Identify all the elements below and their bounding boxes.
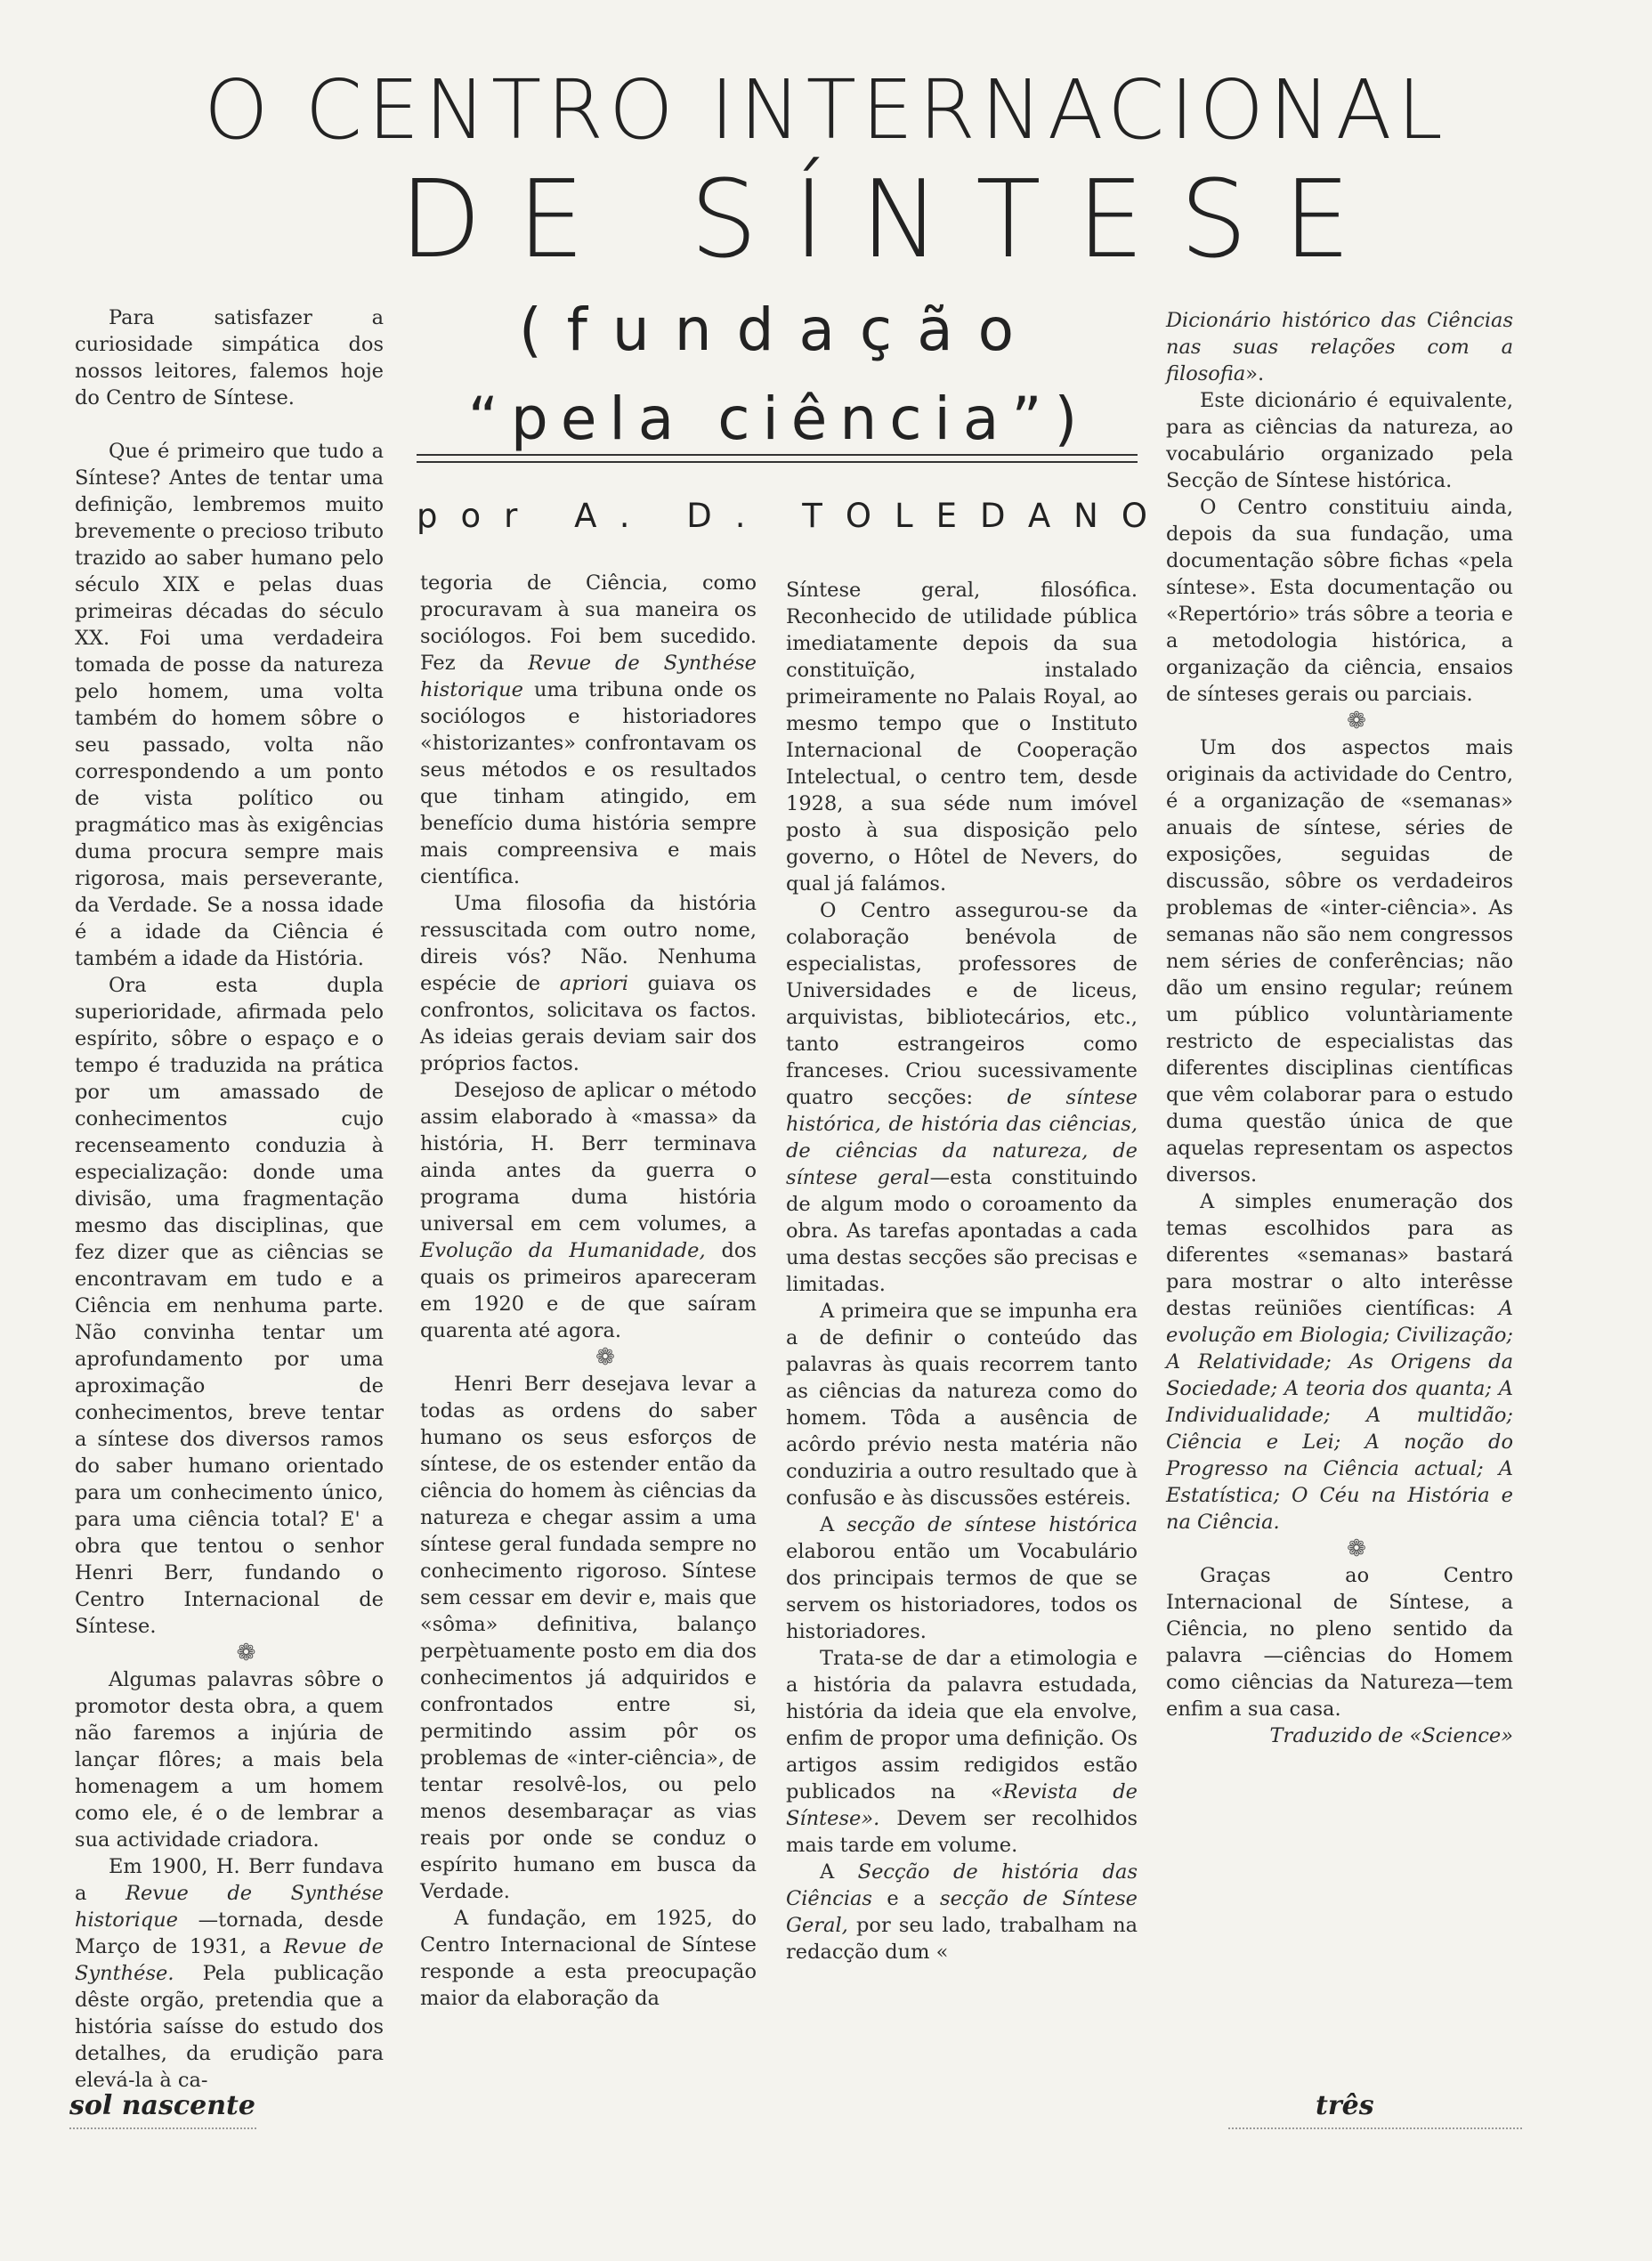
subtitle-line-2: “pela ciência”) <box>467 385 1090 453</box>
paragraph: tegoria de Ciência, como procuravam à sua maneira os sociólogos. Foi bem sucedido. Fez da Revue de Synthése historique uma tribuna onde os sociólogos e historiadores «historizantes» confrontavam os seus métodos e os resultados que tinham atingido, em benefício duma história sempre mais compreensiva e mais científica. <box>420 571 757 888</box>
subtitle-line-1: (fundação <box>518 296 1040 364</box>
ornament-icon: ❁ <box>1347 1536 1366 1562</box>
paragraph: A simples enumeração dos temas escolhidos para as diferentes «semanas» bastará para mostrar o alto interêsse destas reüniões científicas: A evolução em Biologia; Civilização; A Relatividade; As Origens da Sociedade; A teoria dos quanta; A Individualidade; A multidão; Ciência e Lei; A noção do Progresso na Ciência actual; A Estatística; O Céu na História e na Ciência. <box>1166 1190 1513 1534</box>
ornament-icon: ❁ <box>595 1344 615 1371</box>
footer-divider-right <box>1228 2127 1522 2129</box>
byline: por A. D. TOLEDANO <box>417 497 1170 535</box>
paragraph: O Centro constituiu ainda, depois da sua fundação, uma documentação sôbre fichas «pela síntese». Esta documentação ou «Repertório» trás sôbre a teoria e a metodologia histórica, a organização da ciência, ensaios de sínteses gerais ou parciais. <box>1166 496 1513 706</box>
paragraph: Henri Berr desejava levar a todas as ordens do saber humano os seus esforços de síntese, de os estender então da ciência do homem às ciências da natureza e chegar assim a uma síntese geral fundada sempre no conhecimento rigoroso. Síntese sem cessar em devir e, mais que «sôma» definitiva, balanço perpètuamente posto em dia dos conhecimentos já adquiridos e confrontados entre si, permitindo assim pôr os problemas de «inter-ciência», de tentar resolvê-los, ou pelo menos desembaraçar as vias reais por onde se conduz o espírito humano em busca da Verdade. <box>420 1373 757 1903</box>
paragraph: Para satisfazer a curiosidade simpática dos nossos leitores, falemos hoje do Centro de Síntese. <box>75 306 384 409</box>
ornament-icon: ❁ <box>1347 708 1366 734</box>
column-1 <box>75 304 384 2094</box>
ornament-icon: ❁ <box>236 1640 256 1666</box>
paragraph: A fundação, em 1925, do Centro Internacional de Síntese responde a esta preocupação maior da elaboração da <box>420 1907 757 2010</box>
column-2 <box>420 570 757 2012</box>
paragraph: Dicionário histórico das Ciências nas suas relações com a filosofia». <box>1166 309 1513 385</box>
paragraph: A Secção de história das Ciências e a secção de Síntese Geral, por seu lado, trabalham na redacção dum « <box>786 1860 1138 1964</box>
title-line-2: DE SÍNTESE <box>399 158 1387 282</box>
paragraph: Desejoso de aplicar o método assim elaborado à «massa» da história, H. Berr terminava ainda antes da guerra o programa duma história universal em cem volumes, a Evolução da Humanidade, dos quais os primeiros apareceram em 1920 e de que saíram quarenta até agora. <box>420 1079 757 1342</box>
paragraph: Graças ao Centro Internacional de Síntese, a Ciência, no pleno sentido da palavra —ciências do Homem como ciências da Natureza—tem enfim a sua casa. <box>1166 1564 1513 1721</box>
column-3 <box>786 577 1138 1965</box>
paragraph: Que é primeiro que tudo a Síntese? Antes de tentar uma definição, lembremos muito brevemente o precioso tributo trazido ao saber humano pelo século XIX e pelas duas primeiras décadas do século XX. Foi uma verdadeira tomada de posse da natureza pelo homem, uma volta também do homem sôbre o seu passado, volta não correspondendo a um ponto de vista político ou pragmático mas às exigências duma procura sempre mais rigorosa, mais perseverante, da Verdade. Se a nossa idade é a idade da Ciência é também a idade da História. <box>75 440 384 970</box>
rule-top <box>417 454 1138 456</box>
translation-credit: Traduzido de «Science» <box>1269 1724 1513 1747</box>
title-line-1: O CENTRO INTERNACIONAL <box>204 62 1448 158</box>
paragraph: Algumas palavras sôbre o promotor desta obra, a quem não faremos a injúria de lançar flôres; a mais bela homenagem a um homem como ele, é o de lembrar a sua actividade criadora. <box>75 1668 384 1852</box>
paragraph: A secção de síntese histórica elaborou então um Vocabulário dos principais termos de que se servem os historiadores, todos os historiadores. <box>786 1513 1138 1643</box>
paragraph: Ora esta dupla superioridade, afirmada pelo espírito, sôbre o espaço e o tempo é traduzida na prática por um amassado de conhecimentos cujo recenseamento conduzia à especialização: donde uma divisão, uma fragmentação mesmo das disciplinas, que fez dizer que as ciências se encontravam em tudo e a Ciência em nenhuma parte. Não convinha tentar um aprofundamento por uma aproximação de conhecimentos, breve tentar a síntese dos diversos ramos do saber humano orientado para um conhecimento único, para uma ciência total? E' a obra que tentou o senhor Henri Berr, fundando o Centro Internacional de Síntese. <box>75 974 384 1638</box>
paragraph: Este dicionário é equivalente, para as ciências da natureza, ao vocabulário organizado pela Secção de Síntese histórica. <box>1166 389 1513 492</box>
column-4 <box>1166 307 1513 1749</box>
footer-divider-left <box>69 2127 256 2129</box>
paragraph: Síntese geral, filosófica. Reconhecido de utilidade pública imediatamente depois da sua constituïção, instalado primeiramente no Palais Royal, ao mesmo tempo que o Instituto Internacional de Cooperação Intelectual, o centro tem, desde 1928, a sua séde num imóvel posto à sua disposição pelo governo, o Hôtel de Nevers, do qual já falámos. <box>786 579 1138 895</box>
paragraph: A primeira que se impunha era a de definir o conteúdo das palavras às quais recorrem tanto as ciências da natureza como do homem. Tôda a ausência de acôrdo prévio nesta matéria não conduziria a outro resultado que à confusão e às discussões estéreis. <box>786 1300 1138 1510</box>
paragraph: Um dos aspectos mais originais da actividade do Centro, é a organização de «semanas» anuais de síntese, séries de exposições, seguidas de discussão, sôbre os verdadeiros problemas de «inter-ciência». As semanas não são nem congressos nem séries de conferências; não dão um ensino regular; reúnem um público voluntàriamente restricto de especialistas das diferentes disciplinas científicas que vêm colaborar para o estudo duma questão única de que aquelas representam os aspectos diversos. <box>1166 736 1513 1187</box>
paragraph: O Centro assegurou-se da colaboração benévola de especialistas, professores de Universidades e de liceus, arquivistas, bibliotecários, etc., tanto estrangeiros como franceses. Criou sucessivamente quatro secções: de síntese histórica, de história das ciências, de ciências da natureza, de síntese geral—esta constituindo de algum modo o coroamento da obra. As tarefas apontadas a cada uma destas secções são precisas e limitadas. <box>786 899 1138 1296</box>
footer-page-number: três <box>1316 2090 1374 2121</box>
rule-bottom <box>417 461 1138 463</box>
paragraph: Em 1900, H. Berr fundava a Revue de Synthése historique —tornada, desde Março de 1931, a Revue de Synthése. Pela publicação dêste orgão, pretendia que a história saísse do estudo dos detalhes, da erudição para elevá-la à ca- <box>75 1855 384 2092</box>
paragraph: Uma filosofia da história ressuscitada com outro nome, direis vós? Não. Nenhuma espécie de apriori guiava os confrontos, solicitava os factos. As ideias gerais deviam sair dos próprios factos. <box>420 892 757 1075</box>
footer-magazine-name: sol nascente <box>69 2090 255 2121</box>
paragraph: Trata-se de dar a etimologia e a história da palavra estudada, história da ideia que ela envolve, enfim de propor uma definição. Os artigos assim redigidos estão publicados na «Revista de Síntese». Devem ser recolhidos mais tarde em volume. <box>786 1647 1138 1857</box>
